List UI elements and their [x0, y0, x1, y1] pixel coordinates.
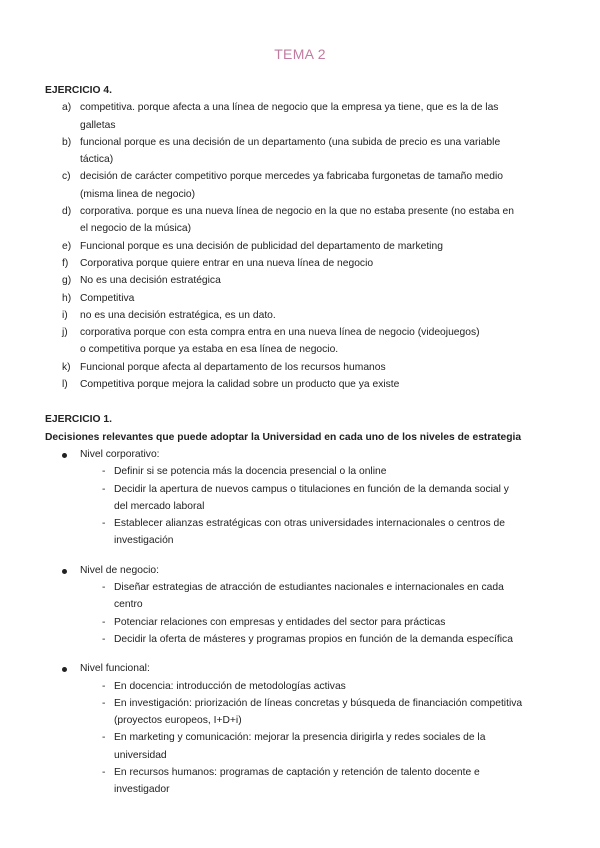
sub-item — [45, 695, 575, 730]
item-text: No es una decisión estratégica — [80, 275, 221, 287]
sub-item — [45, 678, 575, 695]
item-text: Funcional porque afecta al departamento de los recursos humanos — [80, 361, 386, 373]
item-label: l) — [62, 379, 68, 391]
exercise-4-heading: EJERCICIO 4. — [45, 85, 112, 96]
sub-item — [45, 579, 575, 614]
item-label: c) — [62, 171, 71, 183]
bullet-item — [45, 660, 575, 677]
item-text: corporativa porque con esta compra entra en una nueva línea de negocio (videojuegos) — [80, 327, 480, 339]
item-label: e) — [62, 240, 72, 252]
item-text: (misma linea de negocio) — [80, 188, 196, 200]
list-item — [45, 203, 575, 238]
item-text: competitiva. porque afecta a una línea de negocio que la empresa ya tiene, que es la de las — [80, 102, 499, 114]
bullet-item — [45, 446, 575, 463]
bullet-item — [45, 562, 575, 579]
bullet-icon — [62, 453, 67, 458]
item-text: Competitiva — [80, 292, 135, 304]
dash-icon: - — [102, 766, 106, 778]
exercise-1-list — [45, 446, 575, 799]
exercise-1-subheading: Decisiones relevantes que puede adoptar la Universidad en cada uno de los niveles de estrategia — [45, 431, 522, 443]
page-title: TEMA 2 — [274, 46, 326, 62]
item-label: b) — [62, 136, 72, 148]
exercise-4-list — [45, 99, 575, 393]
sub-item-text: Potenciar relaciones con empresas y entidades del sector para prácticas — [114, 616, 446, 628]
dash-icon: - — [102, 518, 106, 530]
sub-item — [45, 463, 575, 480]
list-item — [45, 290, 575, 307]
list-item — [45, 168, 575, 203]
dash-icon: - — [102, 680, 106, 692]
item-label: k) — [62, 361, 71, 373]
bullet-label: Nivel de negocio: — [80, 564, 159, 576]
sub-item-text: En investigación: priorización de líneas concretas y búsqueda de financiación competitiva — [114, 697, 523, 709]
item-label: g) — [62, 275, 72, 287]
sub-item-text: Definir si se potencia más la docencia presencial o la online — [114, 466, 387, 478]
dash-icon: - — [102, 697, 106, 709]
list-item — [45, 324, 575, 359]
item-text: no es una decisión estratégica, es un dato. — [80, 309, 276, 321]
sub-item-text: (proyectos europeos, I+D+i) — [114, 715, 242, 727]
sub-item — [45, 614, 575, 631]
dash-icon: - — [102, 616, 106, 628]
sub-item — [45, 631, 575, 648]
sub-item — [45, 729, 575, 764]
document-body — [45, 82, 575, 799]
bullet-icon — [62, 569, 67, 574]
item-text: decisión de carácter competitivo porque mercedes ya fabricaba furgonetas de tamaño medio — [80, 171, 503, 183]
sub-item-text: investigador — [114, 784, 170, 796]
item-text: galletas — [80, 119, 116, 131]
exercise-1-heading: EJERCICIO 1. — [45, 414, 112, 426]
sub-item-text: Diseñar estrategias de atracción de estudiantes nacionales e internacionales en cada — [114, 582, 504, 594]
item-text: corporativa. porque es una nueva línea de negocio en la que no estaba presente (no estaba en — [80, 206, 514, 218]
list-item — [45, 359, 575, 376]
bullet-icon — [62, 667, 67, 672]
dash-icon: - — [102, 582, 106, 594]
list-item — [45, 376, 575, 393]
sub-item-text: centro — [114, 599, 143, 611]
sub-item-text: Establecer alianzas estratégicas con otras universidades internacionales o centros de — [114, 518, 505, 530]
list-item — [45, 99, 575, 134]
sub-item-text: En marketing y comunicación: mejorar la presencia dirigirla y redes sociales de la — [114, 732, 486, 744]
item-text: Competitiva porque mejora la calidad sobre un producto que ya existe — [80, 379, 400, 391]
dash-icon: - — [102, 466, 106, 478]
item-label: i) — [62, 309, 68, 321]
sub-item — [45, 515, 575, 550]
item-text: el negocio de la música) — [80, 223, 192, 235]
item-text: o competitiva porque ya estaba en esa línea de negocio. — [80, 344, 339, 356]
sub-item-text: En docencia: introducción de metodologías activas — [114, 680, 346, 692]
dash-icon: - — [102, 483, 106, 495]
sub-item — [45, 481, 575, 516]
list-item — [45, 307, 575, 324]
sub-item-text: del mercado laboral — [114, 500, 205, 512]
sub-item-text: universidad — [114, 749, 167, 761]
bullet-label: Nivel corporativo: — [80, 448, 160, 460]
sub-item — [45, 764, 575, 799]
list-item — [45, 272, 575, 289]
sub-item-text: En recursos humanos: programas de captación y retención de talento docente e — [114, 766, 480, 778]
item-label: f) — [62, 257, 69, 269]
item-text: Corporativa porque quiere entrar en una nueva línea de negocio — [80, 257, 374, 269]
spacer — [45, 550, 575, 562]
item-label: h) — [62, 292, 72, 304]
item-label: j) — [62, 327, 68, 339]
spacer — [45, 648, 575, 660]
item-label: d) — [62, 206, 72, 218]
sub-item-text: investigación — [114, 535, 174, 547]
sub-item-text: Decidir la oferta de másteres y programas propios en función de la demanda específica — [114, 633, 513, 645]
item-text: táctica) — [80, 154, 114, 166]
dash-icon: - — [102, 633, 106, 645]
item-label: a) — [62, 102, 72, 114]
item-text: funcional porque es una decisión de un departamento (una subida de precio es una variable — [80, 136, 501, 148]
bullet-label: Nivel funcional: — [80, 663, 150, 675]
item-text: Funcional porque es una decisión de publicidad del departamento de marketing — [80, 240, 443, 252]
list-item — [45, 134, 575, 169]
list-item — [45, 238, 575, 255]
dash-icon: - — [102, 732, 106, 744]
sub-item-text: Decidir la apertura de nuevos campus o titulaciones en función de la demanda social y — [114, 483, 509, 495]
list-item — [45, 255, 575, 272]
